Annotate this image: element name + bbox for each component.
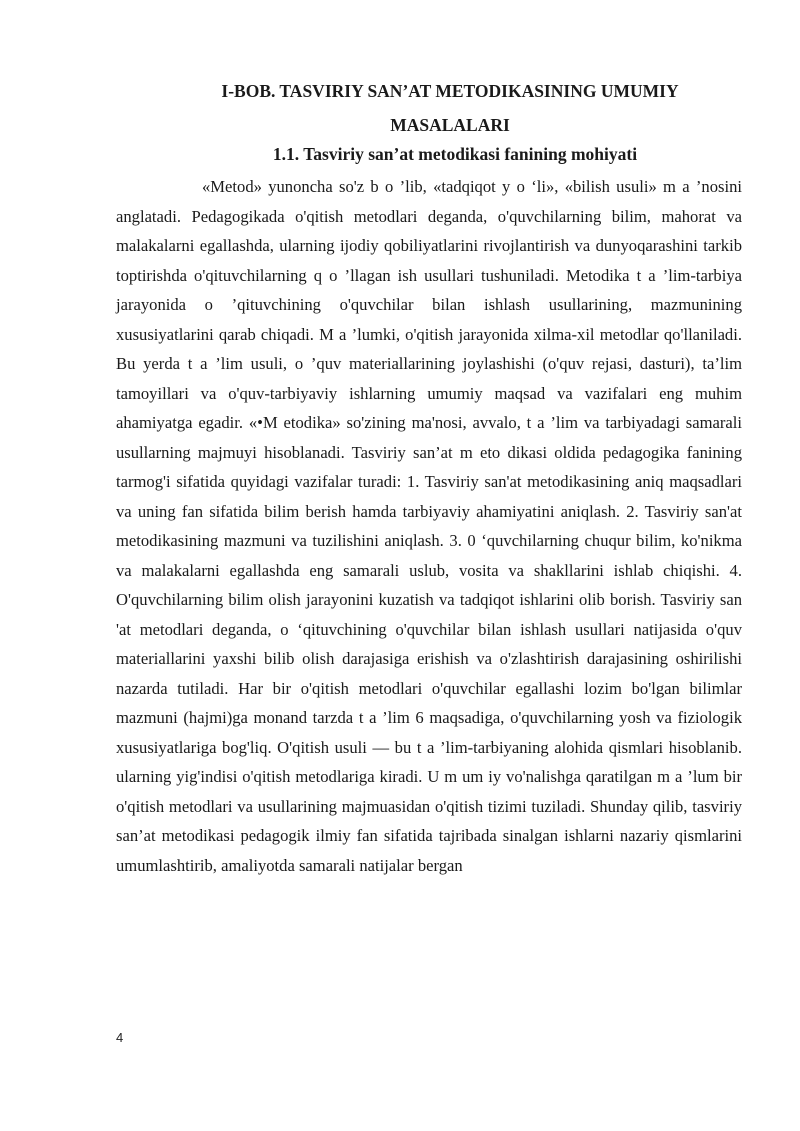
chapter-title-line-1: I-BOB. TASVIRIY SAN’AT METODIKASINING UMUMIY <box>221 81 679 101</box>
body-text <box>116 172 742 880</box>
chapter-title-line-2: MASALALARI <box>390 115 510 135</box>
chapter-title <box>180 74 720 142</box>
section-title: 1.1. Tasviriy san’at metodikasi fanining mohiyati <box>272 144 638 164</box>
body-paragraph: «Metod» yunoncha so'z b o ’lib, «tadqiqot y o ‘li», «bilish usuli» m a ’nosini anglatadi. Pedagogikada o'qitish metodlari deganda, o'quvchilarning bilim, mahorat va malakalarni egallashda, ularning ijodiy qobiliyatlarini rivojlantirish va dunyoqarashini tarkib toptirishda o'qituvchilarning q o ’llagan ish usullari tushuniladi. Metodika t a ’lim-tarbiya jarayonida o ’qituvchining o'quvchilar bilan ishlash usullarining, mazmunining xususiyatlarini qarab chiqadi. M a ’lumki, o'qitish jarayonida xilma-xil metodlar qo'llaniladi. Bu yerda t a ’lim usuli, o ’quv materiallarining joylashishi (o'quv rejasi, dasturi), ta’lim tamoyillari va o'quv-tarbiyaviy ishlarning umumiy maqsad va vazifalari eng muhim ahamiyatga egadir. «•M etodika» so'zining ma'nosi, avvalo, t a ’lim va tarbiyadagi samarali usullarning majmuyi hisoblanadi. Tasviriy san’at m eto dikasi oldida pedagogika fanining tarmog'i sifatida quyidagi vazifalar turadi: 1. Tasviriy san'at metodikasining aniq maqsadlari va uning fan sifatida bilim berish hamda tarbiyaviy ahamiyatini aniqlash. 2. Tasviriy san'at metodikasining mazmuni va tuzilishini aniqlash. 3. 0 ‘quvchilarning chuqur bilim, ko'nikma va malakalarni egallashda eng samarali uslub, vosita va shakllarini ishlab chiqishi. 4. O'quvchilarning bilim olish jarayonini kuzatish va tadqiqot ishlarini olib borish. Tasviriy san 'at metodlari deganda, o ‘qituvchining o'quvchilar bilan ishlash usullari natijasida o'quv materiallarini yaxshi bilib olish darajasiga erishish va o'zlashtirish darajasining oshirilishi nazarda tutiladi. Har bir o'qitish metodlari o'quvchilar egallashi lozim bo'lgan bilimlar mazmuni (hajmi)ga monand tarzda t a ’lim 6 maqsadiga, o'quvchilarning yosh va fiziologik xususiyatlariga bog'liq. O'qitish usuli — bu t a ’lim-tarbiyaning alohida qismlari hisoblanib. ularning yig'indisi o'qitish metodlariga kiradi. U m um iy vo'nalishga qaratilgan m a ’lum bir o'qitish metodlari va usullarining majmuasidan o'qitish tizimi tuziladi. Shunday qilib, tasviriy san’at metodikasi pedagogik ilmiy fan sifatida tajribada sinalgan ishlarni nazariy qismlarini umumlashtirib, amaliyotda samarali natijalar bergan <box>116 177 742 875</box>
page-number: 4 <box>116 1030 124 1045</box>
